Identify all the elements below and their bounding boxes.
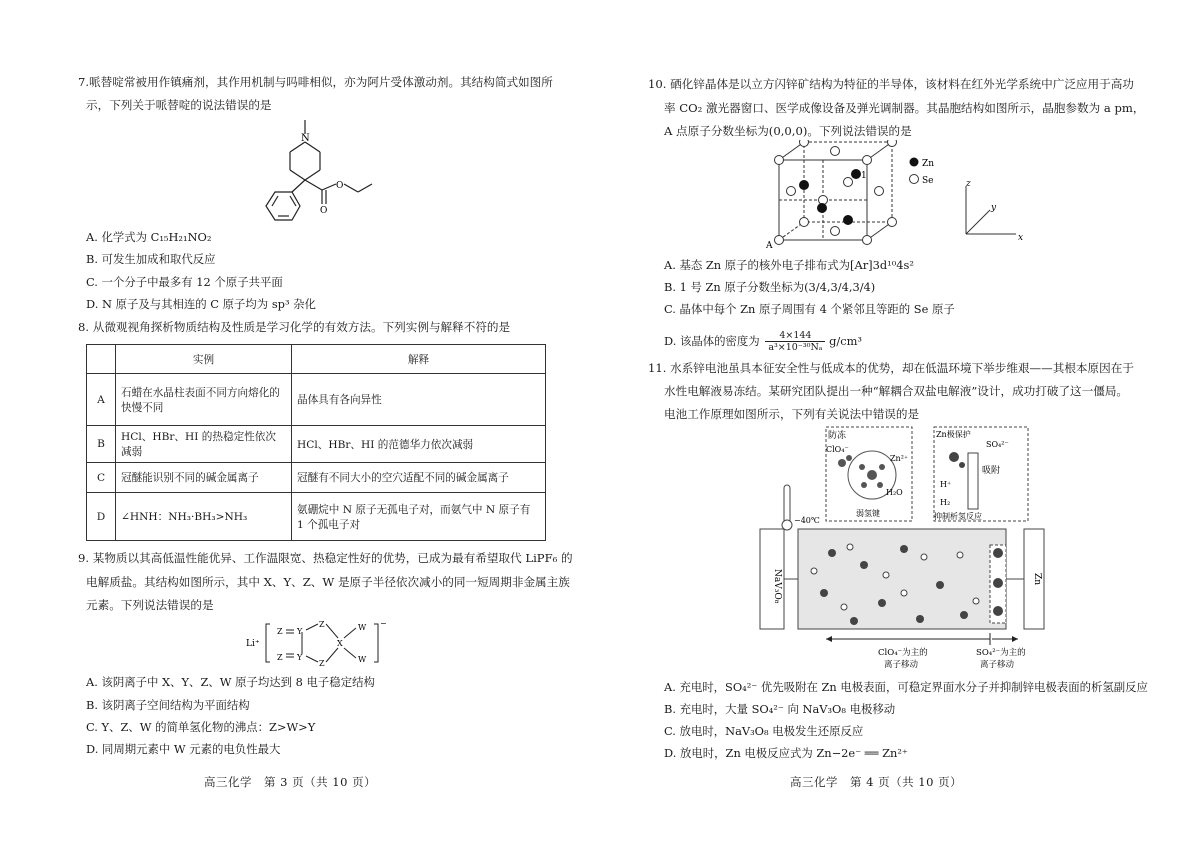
table-row	[87, 463, 546, 493]
q11-h2o-label: H₂O	[886, 488, 903, 497]
q8-stem: 8. 从微观视角探析物质结构及性质是学习化学的有效方法。下列实例与解释不符的是	[78, 320, 511, 334]
q10-density-fraction	[765, 330, 825, 354]
table-row	[87, 374, 546, 426]
right-page	[600, 0, 1200, 849]
q10-legend-se: Se	[922, 176, 934, 186]
q10-option-c: C. 晶体中每个 Zn 原子周围有 4 个紧邻且等距的 Se 原子	[664, 302, 955, 316]
q11-arrow1-label1: ClO₄⁻为主的	[878, 648, 928, 658]
q10-density-unit: g/cm³	[829, 333, 862, 348]
q11-arrow2-label2: 离子移动	[980, 660, 1015, 670]
table-header-cell: 解释	[292, 345, 546, 374]
q11-option-c: C. 放电时，NaV₃O₈ 电极发生还原反应	[664, 724, 864, 738]
q7-option-d: D. N 原子及与其相连的 C 原子均为 sp³ 杂化	[86, 297, 316, 311]
table-row	[87, 493, 546, 541]
q11-clo4-label: ClO₄⁻	[826, 445, 849, 454]
q11-box1-title: 防冻	[828, 431, 847, 441]
q10-axis-y: y	[991, 203, 997, 213]
q9-anion-structure	[246, 618, 396, 668]
table-header-row	[87, 345, 546, 374]
q10-option-a: A. 基态 Zn 原子的核外电子排布式为[Ar]3d¹⁰4s²	[664, 258, 914, 272]
svg-text:Z: Z	[319, 659, 325, 668]
table-cell: ∠HNH：NH₃·BH₃>NH₃	[116, 493, 292, 541]
q9-option-a: A. 该阴离子中 X、Y、Z、W 原子均达到 8 电子稳定结构	[86, 675, 375, 689]
svg-text:Y: Y	[297, 627, 303, 636]
q11-battery-diagram	[754, 425, 1054, 673]
left-page-footer: 高三化学 第 3 页（共 10 页）	[204, 775, 377, 789]
q9-li-label: Li⁺	[246, 639, 260, 649]
table-cell: A	[87, 374, 116, 426]
table-cell: 冠醚有不同大小的空穴适配不同的碱金属离子	[292, 463, 546, 493]
q10-stem-line1: 10. 硒化锌晶体是以立方闪锌矿结构为特征的半导体，该材料在红外光学系统中广泛应用于高功	[648, 77, 1134, 91]
table-cell: 冠醚能识别不同的碱金属离子	[116, 463, 292, 493]
q9-stem-line3: 元素。下列说法错误的是	[86, 598, 214, 612]
q10-stem-line2: 率 CO₂ 激光器窗口、医学成像设备及弹光调制器。其晶胞结构如图所示，晶胞参数为 a pm，	[664, 101, 1145, 115]
q10-option-d	[664, 330, 862, 354]
q11-stem-line3: 电池工作原理如图所示，下列有关说法中错误的是	[664, 407, 920, 421]
q9-stem-line1: 9. 某物质以其高低温性能优异、工作温限宽、热稳定性好的优势，已成为最有希望取代 LiPF₆ 的	[78, 551, 573, 565]
q9-option-d: D. 同周期元素中 W 元素的电负性最大	[86, 742, 281, 756]
q8-table	[86, 344, 546, 541]
q11-hplus-label: H⁺	[940, 480, 952, 489]
q9-option-b: B. 该阴离子空间结构为平面结构	[86, 698, 250, 712]
q11-stem-line2: 水性电解液易冻结。某研究团队提出一种“解耦合双盐电解液”设计，成功打破了这一僵局。	[664, 384, 1129, 398]
table-cell: 氨硼烷中 N 原子无孤电子对，而氨气中 N 原子有 1 个孤电子对	[292, 493, 546, 541]
svg-text:W: W	[358, 655, 367, 664]
q11-arrow2-label1: SO₄²⁻为主的	[976, 648, 1026, 658]
q11-option-b: B. 充电时，大量 SO₄²⁻ 向 NaV₃O₈ 电极移动	[664, 702, 896, 716]
q7-option-c: C. 一个分子中最多有 12 个原子共平面	[86, 275, 283, 289]
q11-arrow1-label2: 离子移动	[884, 660, 919, 670]
right-page-footer: 高三化学 第 4 页（共 10 页）	[790, 775, 963, 789]
q7-option-a: A. 化学式为 C₁₅H₂₁NO₂	[86, 230, 212, 244]
q10-axes-diagram	[956, 178, 1026, 246]
svg-text:Z: Z	[319, 620, 325, 629]
table-cell: HCl、HBr、HI 的范德华力依次减弱	[292, 426, 546, 463]
q10-density-denominator: a³×10⁻³⁰Nₐ	[768, 342, 823, 354]
q11-option-d: D. 放电时，Zn 电极反应式为 Zn−2e⁻ ══ Zn²⁺	[664, 746, 908, 760]
table-cell: 石蜡在水晶柱表面不同方向熔化的快慢不同	[116, 374, 292, 426]
q10-axis-x: x	[1018, 233, 1024, 243]
q11-adsorb-label: 吸附	[982, 466, 1001, 476]
svg-text:X: X	[337, 639, 343, 648]
q11-so4-label: SO₄²⁻	[986, 440, 1009, 449]
table-cell: D	[87, 493, 116, 541]
svg-text:O: O	[320, 206, 328, 216]
q11-h2-label: H₂	[940, 498, 951, 507]
q11-box2-title: Zn极保护	[936, 430, 971, 439]
q10-stem-line3: A 点原子分数坐标为(0,0,0)。下列说法错误的是	[664, 124, 912, 138]
q10-option-b: B. 1 号 Zn 原子分数坐标为(3/4,3/4,3/4)	[664, 280, 876, 294]
q7-stem-line1: 7.哌替啶常被用作镇痛剂，其作用机制与吗啡相似，亦为阿片受体激动剂。其结构简式如图所	[78, 75, 553, 89]
q11-right-electrode: Zn	[1032, 573, 1042, 586]
svg-text:Z: Z	[277, 627, 283, 636]
table-cell: B	[87, 426, 116, 463]
table-header-cell: 实例	[116, 345, 292, 374]
q11-hbond-label: 弱氢键	[856, 509, 880, 518]
q10-axis-z: z	[966, 179, 971, 189]
svg-text:−: −	[380, 619, 387, 628]
table-header-cell	[87, 345, 116, 374]
q9-option-c: C. Y、Z、W 的简单氢化物的沸点：Z>W>Y	[86, 720, 316, 734]
q10-label-1: 1	[861, 171, 867, 181]
table-cell: C	[87, 463, 116, 493]
table-cell: HCl、HBr、HI 的热稳定性依次减弱	[116, 426, 292, 463]
q11-box2-caption: 抑制析氢反应	[934, 512, 982, 521]
q10-density-numerator: 4×144	[765, 330, 825, 342]
q10-legend-zn: Zn	[922, 159, 935, 169]
svg-text:O: O	[336, 181, 344, 191]
q11-left-electrode: NaV₃O₈	[772, 569, 782, 604]
svg-text:W: W	[358, 623, 367, 632]
q11-temp-label: −40℃	[794, 516, 820, 525]
q11-zn2-label: Zn²⁺	[890, 454, 909, 463]
svg-text:Y: Y	[297, 653, 303, 662]
q9-stem-line2: 电解质盐。其结构如图所示，其中 X、Y、Z、W 是原子半径依次减小的同一短周期非金属主族	[86, 575, 570, 589]
q11-stem-line1: 11. 水系锌电池虽具本征安全性与低成本的优势，却在低温环境下举步维艰——其根本原因在于	[648, 361, 1134, 375]
svg-text:Z: Z	[277, 653, 283, 662]
q10-option-d-text: D. 该晶体的密度为	[664, 333, 760, 348]
q11-option-a: A. 充电时，SO₄²⁻ 优先吸附在 Zn 电极表面，可稳定界面水分子并抑制锌电极表面的析氢副反应	[664, 680, 1148, 694]
q7-stem-line2: 示，下列关于哌替啶的说法错误的是	[86, 98, 272, 112]
table-cell: 晶体具有各向异性	[292, 374, 546, 426]
table-row	[87, 426, 546, 463]
q7-pethidine-structure	[250, 112, 390, 230]
q10-label-a: A	[766, 241, 773, 250]
q7-option-b: B. 可发生加成和取代反应	[86, 252, 216, 266]
q7-n-label: N	[301, 133, 310, 144]
